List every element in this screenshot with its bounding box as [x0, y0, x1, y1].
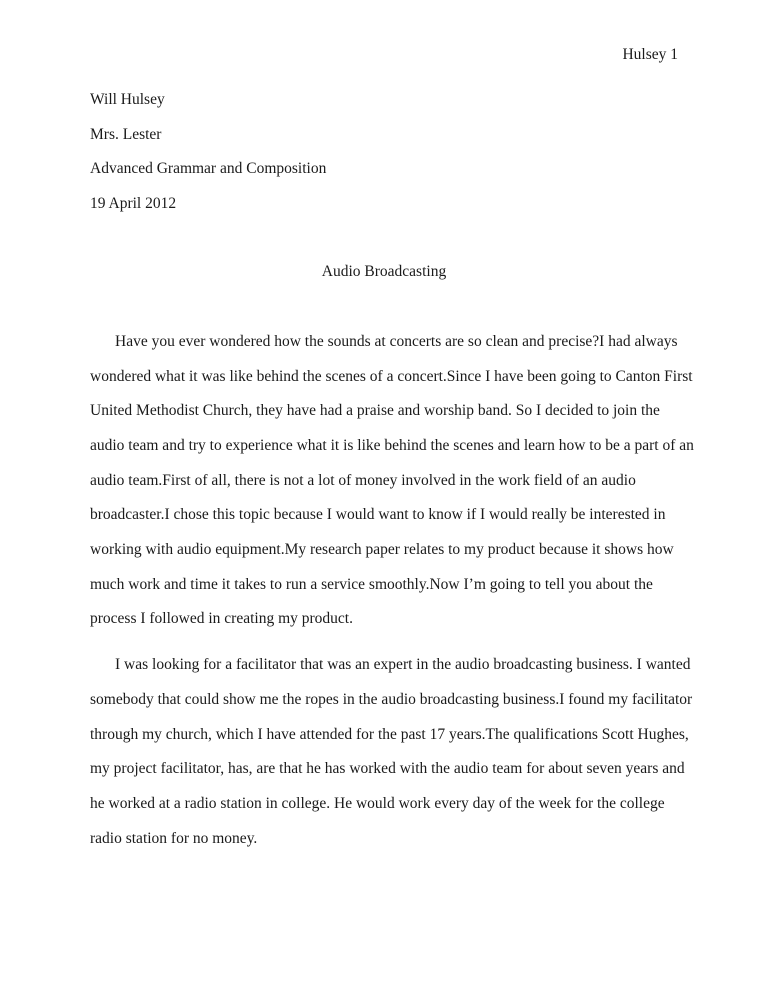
- paragraph-line: broadcaster.I chose this topic because I would want to know if I would really be interested in: [90, 506, 666, 523]
- instructor-name: Mrs. Lester: [90, 125, 162, 143]
- paragraph-line: working with audio equipment.My research paper relates to my product because it shows how: [90, 541, 674, 558]
- paragraph-line: he worked at a radio station in college. He would work every day of the week for the college: [90, 795, 665, 812]
- author-name: Will Hulsey: [90, 91, 165, 108]
- paragraph-line: audio team and try to experience what it is like behind the scenes and learn how to be a part of an: [90, 437, 694, 454]
- paragraph-line: audio team.First of all, there is not a lot of money involved in the work field of an audio: [90, 472, 636, 489]
- paragraph-line: much work and time it takes to run a service smoothly.Now I’m going to tell you about the: [90, 576, 653, 593]
- paragraph-line: process I followed in creating my product.: [90, 610, 353, 627]
- document-title: Audio Broadcasting: [321, 263, 447, 280]
- paragraph-line: my project facilitator, has, are that he has worked with the audio team for about seven years and: [90, 760, 685, 777]
- paragraph-line: United Methodist Church, they have had a praise and worship band. So I decided to join the: [90, 402, 660, 419]
- paragraph-line: somebody that could show me the ropes in the audio broadcasting business.I found my facilitator: [90, 691, 693, 708]
- running-header: Hulsey 1: [622, 46, 678, 63]
- document-date: 19 April 2012: [90, 195, 177, 213]
- paragraph-line: through my church, which I have attended for the past 17 years.The qualifications Scott Hughes,: [90, 726, 689, 743]
- paragraph-line: Have you ever wondered how the sounds at concerts are so clean and precise?I had always: [115, 333, 678, 350]
- paragraph-line: wondered what it was like behind the scenes of a concert.Since I have been going to Canton First: [90, 368, 693, 385]
- course-name: Advanced Grammar and Composition: [90, 160, 327, 178]
- mla-heading: [90, 90, 680, 229]
- paragraph-line: I was looking for a facilitator that was an expert in the audio broadcasting business. I wanted: [115, 656, 691, 673]
- paragraph-line: radio station for no money.: [90, 830, 258, 847]
